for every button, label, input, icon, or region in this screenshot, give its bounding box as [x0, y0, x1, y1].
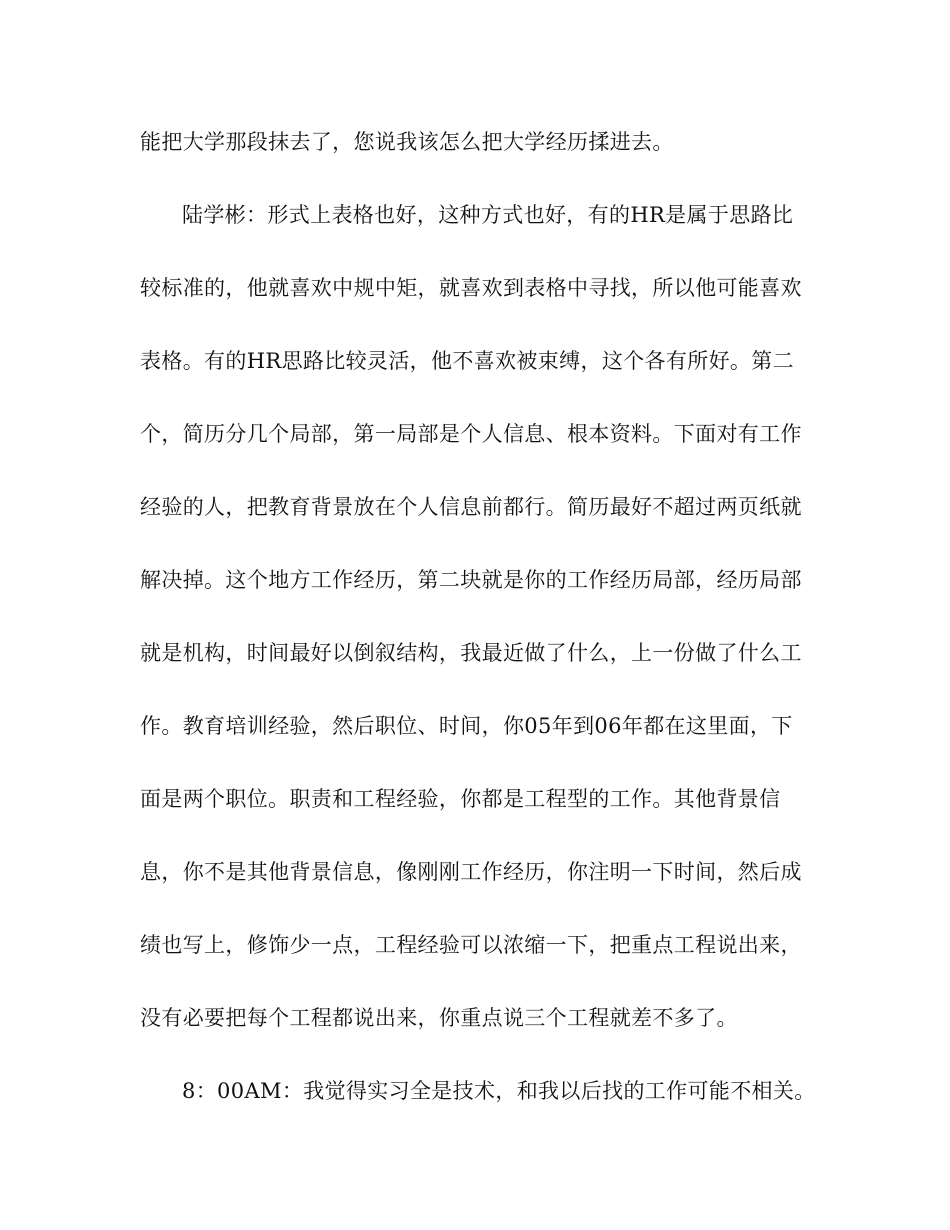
- paragraph-line: 息，你不是其他背景信息，像刚刚工作经历，你注明一下时间，然后成: [140, 860, 802, 884]
- paragraph-line: 陆学彬：形式上表格也好，这种方式也好，有的HR是属于思路比: [182, 203, 794, 227]
- paragraph-line: 解决掉。这个地方工作经历，第二块就是你的工作经历局部，经历局部: [140, 568, 802, 592]
- paragraph-line: 绩也写上，修饰少一点，工程经验可以浓缩一下，把重点工程说出来，: [140, 933, 802, 957]
- paragraph-line: 就是机构，时间最好以倒叙结构，我最近做了什么，上一份做了什么工: [140, 641, 802, 665]
- paragraph-line: 表格。有的HR思路比较灵活，他不喜欢被束缚，这个各有所好。第二: [140, 349, 794, 373]
- paragraph-line: 面是两个职位。职责和工程经验，你都是工程型的工作。其他背景信: [140, 787, 781, 811]
- paragraph-line: 较标准的，他就喜欢中规中矩，就喜欢到表格中寻找，所以他可能喜欢: [140, 276, 802, 300]
- paragraph-line: 没有必要把每个工程都说出来，你重点说三个工程就差不多了。: [140, 1006, 738, 1030]
- paragraph-line: 8：00AM：我觉得实习全是技术，和我以后找的工作可能不相关。: [182, 1079, 816, 1103]
- paragraph-line: 经验的人，把教育背景放在个人信息前都行。简历最好不超过两页纸就: [140, 495, 802, 519]
- paragraph-line: 作。教育培训经验，然后职位、时间，你05年到06年都在这里面，下: [140, 714, 793, 738]
- paragraph-line: 个，简历分几个局部，第一局部是个人信息、根本资料。下面对有工作: [140, 422, 802, 446]
- paragraph-line: 能把大学那段抹去了，您说我该怎么把大学经历揉进去。: [140, 130, 674, 154]
